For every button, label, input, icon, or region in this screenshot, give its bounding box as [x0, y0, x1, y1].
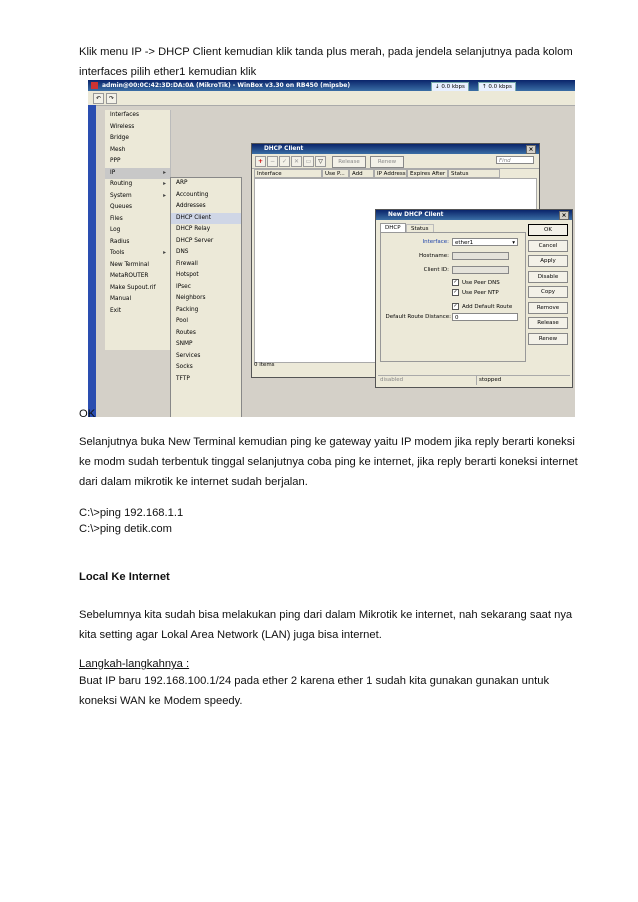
submenu-item-firewall[interactable]: Firewall: [176, 260, 198, 267]
steps-label: Langkah-langkahnya :: [79, 658, 190, 670]
enable-icon[interactable]: ✓: [279, 156, 290, 167]
new-dhcp-client-window: [375, 209, 573, 388]
menu-item-system[interactable]: System ▸: [105, 191, 170, 203]
menu-item-bridge[interactable]: Bridge: [110, 135, 129, 141]
status-right: stopped: [476, 376, 501, 385]
close-icon[interactable]: ×: [559, 211, 569, 220]
comment-icon[interactable]: ▭: [303, 156, 314, 167]
menu-item-new-terminal[interactable]: New Terminal: [110, 261, 149, 268]
close-icon[interactable]: ×: [526, 145, 536, 154]
distance-label: Default Route Distance:: [385, 314, 451, 320]
submenu-item-dhcp-client[interactable]: DHCP Client: [171, 213, 241, 225]
use-peer-dns-checkbox[interactable]: ✓ Use Peer DNS: [453, 279, 500, 286]
submenu-item-dhcp-relay[interactable]: DHCP Relay: [176, 226, 211, 232]
submenu-item-dhcp-server[interactable]: DHCP Server: [176, 237, 214, 244]
items-count: 0 items: [254, 362, 275, 368]
filter-icon[interactable]: ▽: [315, 156, 326, 167]
paragraph-steps: Buat IP baru 192.168.100.1/24 pada ether 2 karena ether 1 sudah kita gunakan gunakan untuk koneksi WAN ke Modem speedy.: [79, 675, 550, 707]
submenu-item-packing[interactable]: Packing: [176, 306, 199, 313]
winbox-screenshot: [88, 80, 575, 417]
paragraph-lan: Sebelumnya kita sudah bisa melakukan ping dari dalam Mikrotik ke internet, nah sekarang saat nya kita setting agar Lokal Area Network (LAN) juga bisa internet.: [79, 609, 573, 641]
add-default-route-checkbox[interactable]: ✓ Add Default Route: [453, 303, 513, 310]
find-input[interactable]: Find: [496, 156, 534, 164]
tab-status[interactable]: Status: [406, 224, 434, 234]
renew-button[interactable]: Renew: [370, 156, 404, 168]
remove-button[interactable]: Remove: [528, 302, 568, 314]
release-button[interactable]: Release: [528, 317, 568, 329]
rx-rate: ↑ 0.0 kbps: [478, 82, 516, 93]
release-button[interactable]: Release: [332, 156, 366, 168]
client-id-field[interactable]: [452, 266, 509, 274]
tx-rate: ↓ 0.0 kbps: [431, 82, 469, 93]
menu-item-routing[interactable]: Routing ▸: [105, 179, 170, 191]
menu-item-manual[interactable]: Manual: [110, 296, 132, 302]
column-header[interactable]: Add: [349, 169, 374, 178]
submenu-item-hotspot[interactable]: Hotspot: [176, 272, 199, 278]
menu-item-wireless[interactable]: Wireless: [110, 123, 135, 130]
dhcp-tab-panel: [380, 232, 526, 362]
menu-item-radius[interactable]: Radius: [110, 238, 130, 245]
sidebar-strip: [88, 105, 96, 417]
submenu-item-socks[interactable]: Socks: [176, 364, 193, 370]
submenu-item-tftp[interactable]: TFTP: [176, 375, 190, 382]
menu-item-ip[interactable]: IP ▸: [105, 168, 170, 180]
column-header[interactable]: Expires After: [407, 169, 448, 178]
renew-button[interactable]: Renew: [528, 333, 568, 345]
menu-item-interfaces[interactable]: Interfaces: [110, 112, 139, 118]
intro-paragraph: Klik menu IP -> DHCP Client kemudian klik tanda plus merah, pada jendela selanjutnya pada kolom interfaces pilih ether1 kemudian klik: [79, 46, 573, 78]
menu-item-make-supout-rif[interactable]: Make Supout.rif: [110, 284, 156, 291]
use-peer-ntp-checkbox[interactable]: ✓ Use Peer NTP: [453, 289, 499, 296]
submenu-item-snmp[interactable]: SNMP: [176, 341, 193, 347]
submenu-item-addresses[interactable]: Addresses: [176, 203, 206, 209]
column-header[interactable]: IP Address: [374, 169, 407, 178]
toolbar: [88, 91, 575, 106]
disable-button[interactable]: Disable: [528, 271, 568, 283]
tab-dhcp[interactable]: DHCP: [380, 223, 406, 232]
redo-icon[interactable]: ↷: [106, 93, 117, 104]
menu-item-files[interactable]: Files: [110, 215, 123, 222]
submenu-arrow-icon: ▸: [163, 192, 166, 199]
interface-label: Interface:: [422, 239, 449, 245]
menu-item-log[interactable]: Log: [110, 227, 121, 233]
status-bar: [378, 375, 570, 385]
submenu-item-pool[interactable]: Pool: [176, 318, 188, 324]
submenu-item-accounting[interactable]: Accounting: [176, 191, 209, 198]
menu-item-ppp[interactable]: PPP: [110, 158, 121, 164]
submenu-item-dns[interactable]: DNS: [176, 249, 189, 255]
ip-submenu: [170, 177, 242, 417]
hostname-label: Hostname:: [419, 253, 449, 259]
menu-item-mesh[interactable]: Mesh: [110, 146, 126, 153]
interface-select[interactable]: ether1 ▾: [452, 238, 518, 246]
distance-field[interactable]: 0: [452, 313, 518, 321]
submenu-item-neighbors[interactable]: Neighbors: [176, 295, 206, 301]
cancel-button[interactable]: Cancel: [528, 240, 568, 252]
column-header[interactable]: Interface: [254, 169, 322, 178]
winbox-title: admin@00:0C:42:3D:DA:0A (MikroTik) - WinBox v3.30 on RB450 (mipsbe): [102, 82, 351, 89]
dhcp-client-titlebar: DHCP Client ×: [252, 144, 539, 154]
heading-local-internet: Local Ke Internet: [79, 571, 170, 583]
menu-item-tools[interactable]: Tools ▸: [105, 248, 170, 260]
submenu-item-services[interactable]: Services: [176, 352, 201, 359]
submenu-item-ipsec[interactable]: IPsec: [176, 283, 191, 290]
remove-icon[interactable]: −: [267, 156, 278, 167]
menu-item-queues[interactable]: Queues: [110, 204, 133, 210]
menu-item-metarouter[interactable]: MetaROUTER: [110, 273, 149, 279]
status-left: disabled: [380, 377, 404, 383]
hostname-field[interactable]: [452, 252, 509, 260]
winbox-icon: [91, 82, 98, 89]
ok-text: OK: [79, 408, 96, 420]
add-icon[interactable]: +: [255, 156, 266, 167]
new-dhcp-titlebar: New DHCP Client ×: [376, 210, 572, 220]
ok-button[interactable]: OK: [528, 224, 568, 236]
client-id-label: Client ID:: [423, 267, 449, 273]
main-menu: [105, 110, 171, 350]
column-header[interactable]: Use P...: [322, 169, 349, 178]
command-2: C:\>ping detik.com: [79, 523, 172, 535]
undo-icon[interactable]: ↶: [93, 93, 104, 104]
column-header[interactable]: Status: [448, 169, 500, 178]
submenu-arrow-icon: ▸: [163, 181, 166, 187]
command-1: C:\>ping 192.168.1.1: [79, 507, 184, 519]
dhcp-toolbar: [252, 154, 539, 169]
disable-icon[interactable]: ✕: [291, 156, 302, 167]
apply-button[interactable]: Apply: [528, 255, 568, 267]
submenu-item-arp[interactable]: ARP: [176, 180, 188, 186]
submenu-arrow-icon: ▸: [163, 169, 166, 176]
submenu-arrow-icon: ▸: [163, 250, 166, 256]
copy-button[interactable]: Copy: [528, 286, 568, 298]
paragraph-ping: Selanjutnya buka New Terminal kemudian ping ke gateway yaitu IP modem jika reply berarti koneksi ke modm sudah terbentuk tinggal selanjutnya coba ping ke internet, jika reply berarti koneksi internet dari dalam mikrotik ke internet sudah berjalan.: [79, 436, 578, 488]
submenu-item-routes[interactable]: Routes: [176, 329, 196, 336]
menu-item-exit[interactable]: Exit: [110, 307, 121, 314]
